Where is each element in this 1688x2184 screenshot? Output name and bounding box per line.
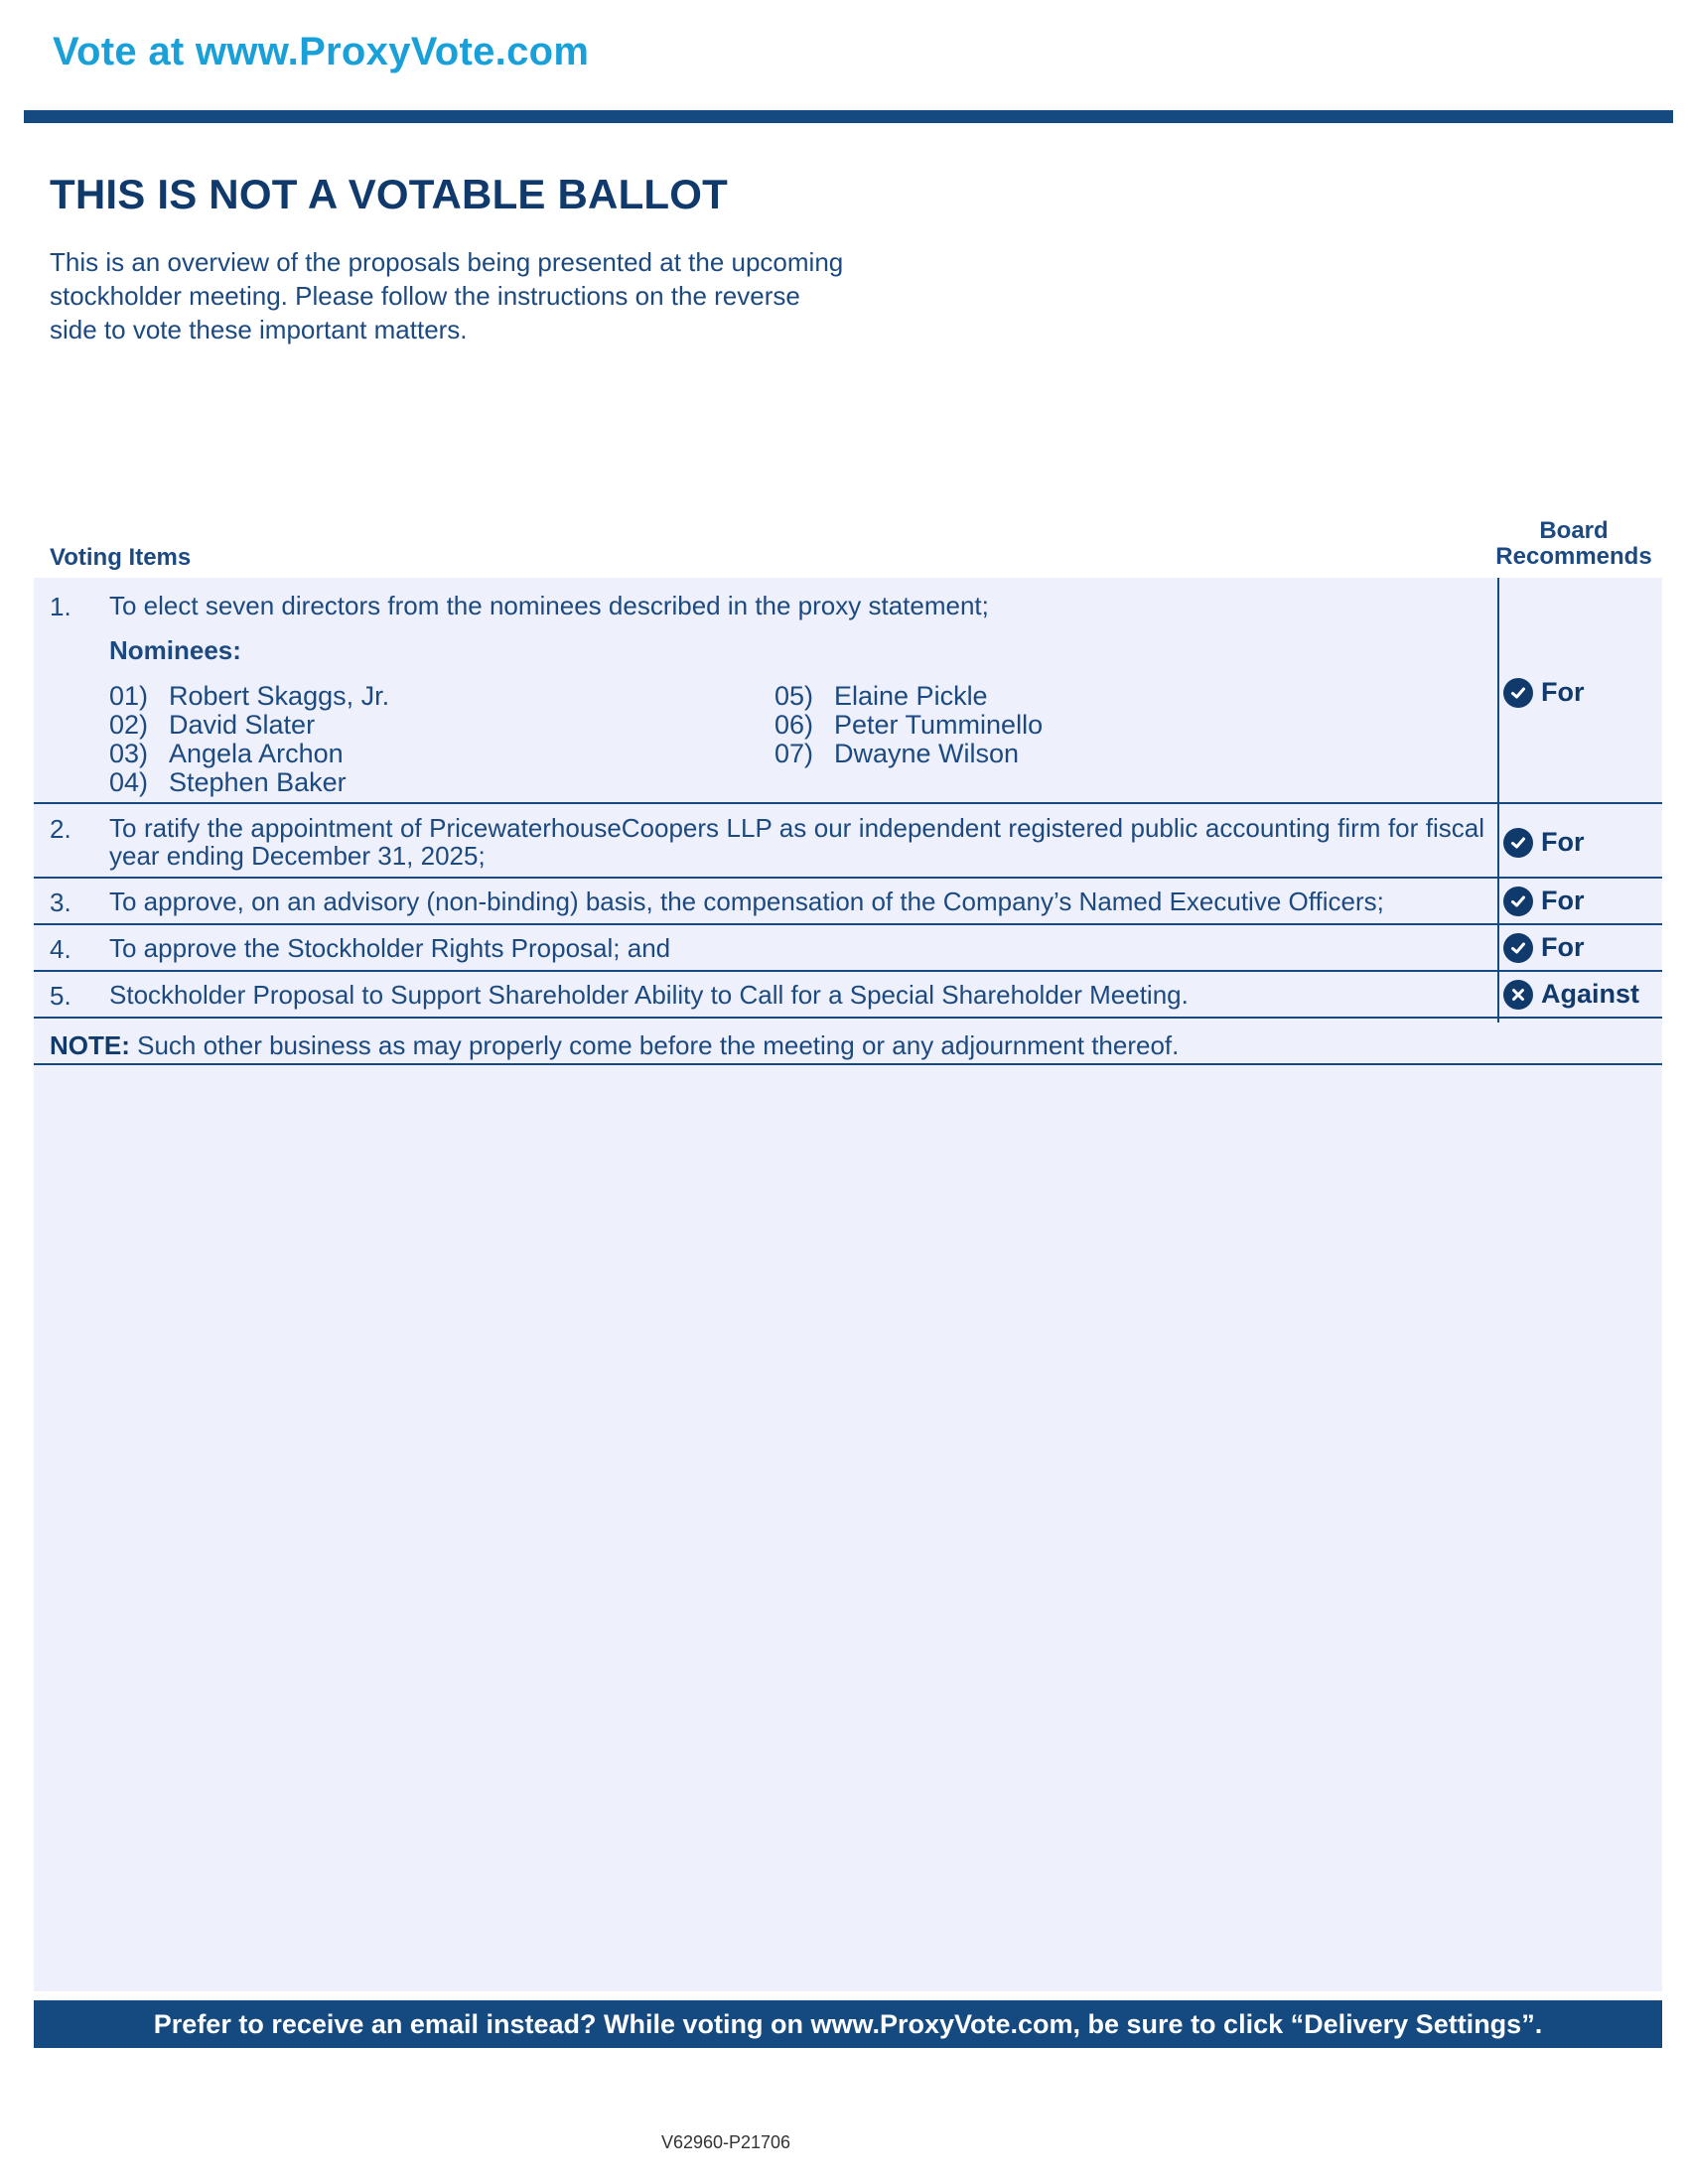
nominee-number: 04): [109, 767, 149, 797]
nominee: [109, 682, 389, 711]
recommendation-label: For: [1541, 827, 1585, 857]
item-text: Stockholder Proposal to Support Shareholder Ability to Call for a Special Shareholder Meeting.: [109, 980, 1189, 1010]
note-label: NOTE:: [50, 1030, 130, 1060]
item-number: 5.: [50, 981, 71, 1011]
board-heading-line1: Board: [1539, 517, 1609, 544]
recommendation-for: [1503, 932, 1585, 963]
nominee: [109, 768, 389, 797]
intro-paragraph: This is an overview of the proposals being presented at the upcoming stockholder meeting. Please follow the instructions on the reverse side to vote these important matters.: [50, 247, 844, 344]
nominee-number: 06): [774, 710, 814, 740]
recommendation-column-divider: [1497, 578, 1499, 1023]
board-recommends-heading: [1489, 518, 1658, 570]
recommendation-for: [1503, 886, 1585, 916]
item-text: To approve the Stockholder Rights Proposal; and: [109, 933, 671, 963]
recommendation-label: For: [1541, 932, 1585, 962]
recommendation-label: For: [1541, 886, 1585, 915]
voting-items-heading: Voting Items: [50, 544, 192, 571]
item-number: 4.: [50, 934, 71, 964]
nominee-name: Angela Archon: [169, 739, 344, 768]
row-divider: [34, 877, 1662, 879]
nominee-name: Stephen Baker: [169, 767, 347, 797]
page-title: THIS IS NOT A VOTABLE BALLOT: [50, 171, 729, 217]
nominee: [109, 740, 389, 768]
row-divider: [34, 1063, 1662, 1065]
nominees-label: Nominees:: [109, 635, 241, 665]
item-text: To elect seven directors from the nominees described in the proxy statement;: [109, 591, 989, 620]
nominee: [774, 682, 1043, 711]
row-divider: [34, 970, 1662, 972]
header-divider: [24, 110, 1673, 123]
check-circle-icon: [1503, 828, 1533, 858]
nominees-column-right: [774, 682, 1043, 768]
nominee: [774, 740, 1043, 768]
recommendation-label: Against: [1541, 979, 1640, 1009]
recommendation-label: For: [1541, 677, 1585, 707]
note-text: Such other business as may properly come before the meeting or any adjournment thereof.: [129, 1030, 1180, 1060]
recommendation-against: [1503, 979, 1639, 1010]
document-code: V62960-P21706: [660, 2132, 791, 2152]
proxyvote-link[interactable]: Vote at www.ProxyVote.com: [53, 30, 590, 73]
recommendation-for: [1503, 677, 1585, 708]
recommendation-for: [1503, 827, 1585, 858]
item-text: To approve, on an advisory (non-binding) basis, the compensation of the Company’s Named Executive Officers;: [109, 887, 1384, 916]
nominee-number: 02): [109, 710, 149, 740]
nominee-number: 07): [774, 739, 814, 768]
board-heading-line2: Recommends: [1495, 543, 1652, 570]
nominee-number: 01): [109, 681, 149, 711]
nominee-name: Robert Skaggs, Jr.: [169, 681, 390, 711]
item-number: 2.: [50, 814, 71, 844]
note: [50, 1030, 1179, 1061]
item-number: 3.: [50, 887, 71, 917]
nominee: [109, 711, 389, 740]
nominee-number: 03): [109, 739, 149, 768]
item-text: To ratify the appointment of PricewaterhouseCoopers LLP as our independent registered public accounting firm for fiscal year ending December 31, 2025;: [109, 813, 1484, 871]
delivery-settings-banner: Prefer to receive an email instead? While voting on www.ProxyVote.com, be sure to click “Delivery Settings”.: [34, 2000, 1662, 2048]
check-circle-icon: [1503, 887, 1533, 916]
nominee-number: 05): [774, 681, 814, 711]
item-number: 1.: [50, 592, 71, 621]
check-circle-icon: [1503, 933, 1533, 963]
nominees-column-left: [109, 682, 389, 797]
row-divider: [34, 802, 1662, 804]
x-circle-icon: [1503, 980, 1533, 1010]
check-circle-icon: [1503, 678, 1533, 708]
row-divider: [34, 923, 1662, 925]
nominee-name: Dwayne Wilson: [834, 739, 1020, 768]
row-divider: [34, 1017, 1662, 1019]
nominee: [774, 711, 1043, 740]
nominee-name: Elaine Pickle: [834, 681, 988, 711]
nominee-name: Peter Tumminello: [834, 710, 1044, 740]
nominee-name: David Slater: [169, 710, 316, 740]
